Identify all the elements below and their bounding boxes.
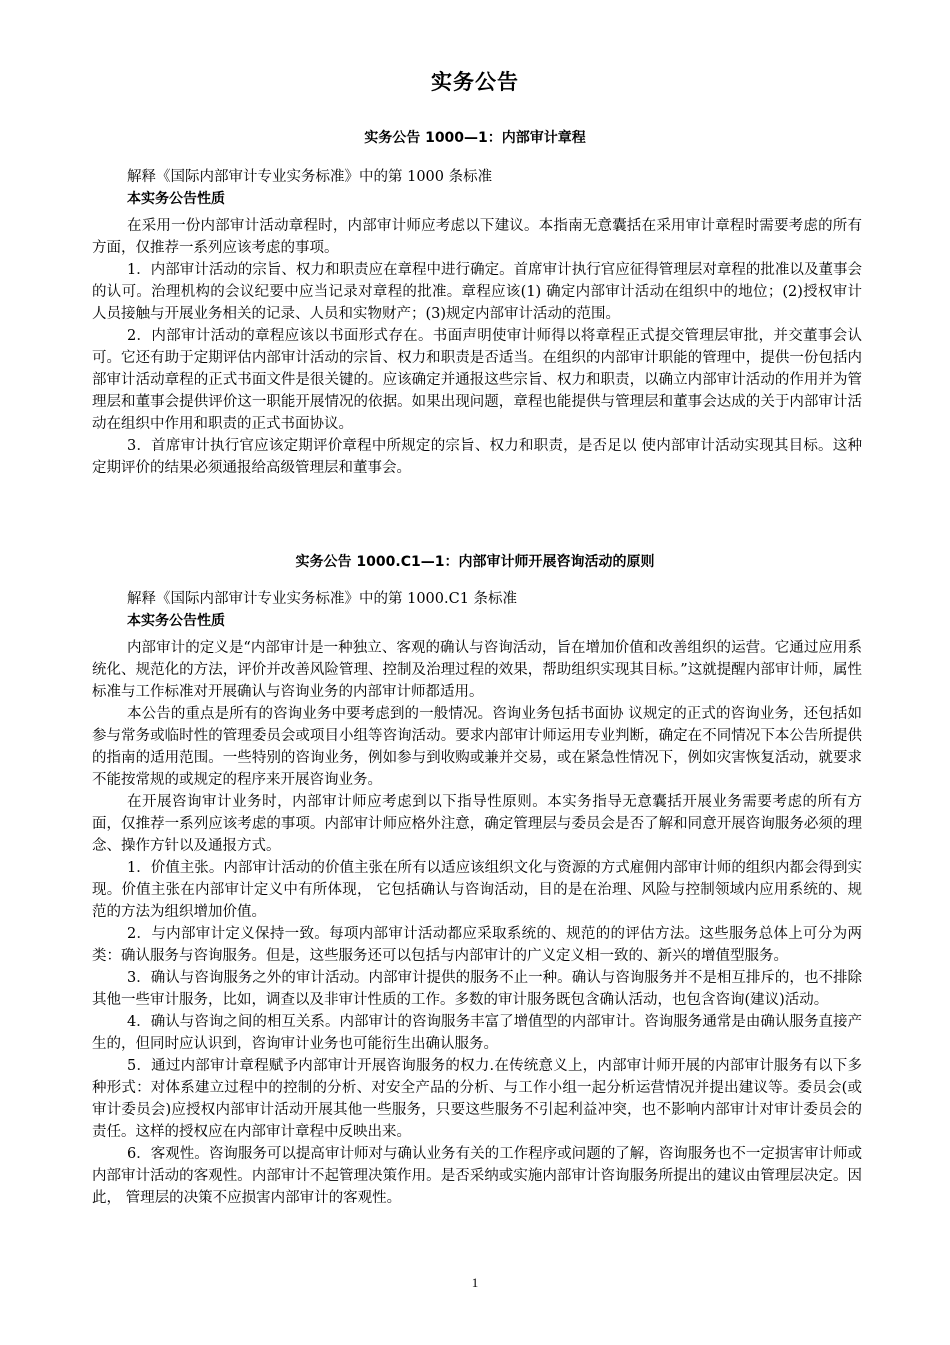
section-1-paragraph: 3．首席审计执行官应该定期评价章程中所规定的宗旨、权力和职责，是否足以 使内部审计活动实现其目标。这种定期评价的结果必须通报给高级管理层和董事会。 [92,438,862,476]
section-2-paragraph: 2．与内部审计定义保持一致。每项内部审计活动都应采取系统的、规范的的评估方法。这些服务总体上可分为两类：确认服务与咨询服务。但是，这些服务还可以包括与内部审计的广义定义相一致的、新兴的增值型服务。 [92,926,862,964]
section-2-title: 实务公告 1000.C1—1：内部审计师开展咨询活动的原则 [295,554,655,570]
section-2-paragraph: 3．确认与咨询服务之外的审计活动。内部审计提供的服务不止一种。确认与咨询服务并不是相互排斥的，也不排除其他一些审计服务，比如，调查以及非审计性质的工作。多数的审计服务既包含确认活动，也包含咨询(建议)活动。 [92,970,862,1008]
section-1-nature-heading: 本实务公告性质 [127,191,225,207]
section-2-paragraph: 内部审计的定义是“内部审计是一种独立、客观的确认与咨询活动，旨在增加价值和改善组织的运营。它通过应用系统化、规范化的方法，评价并改善风险管理、控制及治理过程的效果，帮助组织实现其目标。”这就提醒内部审计师，属性标准与工作标准对开展确认与咨询业务的内部审计师都适用。 [92,640,862,700]
section-1-title: 实务公告 1000—1：内部审计章程 [364,130,586,146]
section-2-nature-heading: 本实务公告性质 [127,613,225,629]
section-2-paragraph: 1．价值主张。内部审计活动的价值主张在所有以适应该组织文化与资源的方式雇佣内部审计师的组织内都会得到实现。价值主张在内部审计定义中有所体现， 它包括确认与咨询活动，目的是在治理、风险与控制领域内应用系统的、规范的方法为组织增加价值。 [92,860,862,920]
section-1-paragraph: 在采用一份内部审计活动章程时，内部审计师应考虑以下建议。本指南无意囊括在采用审计章程时需要考虑的所有方面，仅推荐一系列应该考虑的事项。 [92,218,862,256]
section-2-paragraph: 5．通过内部审计章程赋予内部审计开展咨询服务的权力.在传统意义上，内部审计师开展的内部审计服务有以下多种形式：对体系建立过程中的控制的分析、对安全产品的分析、与工作小组一起分析运营情况并提出建议等。委员会(或审计委员会)应授权内部审计活动开展其他一些服务，只要这些服务不引起利益冲突，也不影响内部审计对审计委员会的责任。这样的授权应在内部审计章程中反映出来。 [92,1058,862,1140]
section-2-paragraph: 本公告的重点是所有的咨询业务中要考虑到的一般情况。咨询业务包括书面协 议规定的正式的咨询业务，还包括如参与常务或临时性的管理委员会或项目小组等咨询活动。要求内部审计师运用专业判断，确定在不同情况下本公告所提供的指南的适用范围。一些特别的咨询业务，例如参与到收购或兼并交易，或在紧急性情况下，例如灾害恢复活动，就要求不能按常规的或规定的程序来开展咨询业务。 [92,706,862,788]
section-1-paragraph: 1．内部审计活动的宗旨、权力和职责应在章程中进行确定。首席审计执行官应征得管理层对章程的批准以及董事会的认可。治理机构的会议纪要中应当记录对章程的批准。章程应该(1) 确定内部审计活动在组织中的地位；(2)授权审计人员接触与开展业务相关的记录、人员和实物财产；(3)规定内部审计活动的范围。 [92,262,862,322]
section-1-body [92,166,862,479]
section-2-reference: 解释《国际内部审计专业实务标准》中的第 1000.C1 条标准 [127,591,518,607]
section-2-paragraph: 4．确认与咨询之间的相互关系。内部审计的咨询服务丰富了增值型的内部审计。咨询服务通常是由确认服务直接产生的，但同时应认识到，咨询审计业务也可能衍生出确认服务。 [92,1014,862,1052]
section-2-body [92,588,862,1209]
section-1-reference: 解释《国际内部审计专业实务标准》中的第 1000 条标准 [127,169,493,185]
section-2-paragraph: 在开展咨询审计业务时，内部审计师应考虑到以下指导性原则。本实务指导无意囊括开展业务需要考虑的所有方面，仅推荐一系列应该考虑的事项。内部审计师应格外注意，确定管理层与委员会是否了解和同意开展咨询服务必须的理念、操作方针以及通报方式。 [92,794,862,854]
page-number: 1 [471,1275,479,1290]
section-2-paragraph: 6．客观性。咨询服务可以提高审计师对与确认业务有关的工作程序或问题的了解，咨询服务也不一定损害审计师或内部审计活动的客观性。内部审计不起管理决策作用。是否采纳或实施内部审计咨询服务所提出的建议由管理层决定。因此， 管理层的决策不应损害内部审计的客观性。 [92,1146,862,1206]
document-title: 实务公告 [431,70,519,94]
section-1-paragraph: 2．内部审计活动的章程应该以书面形式存在。书面声明使审计师得以将章程正式提交管理层审批，并交董事会认可。它还有助于定期评估内部审计活动的宗旨、权力和职责是否适当。在组织的内部审计职能的管理中，提供一份包括内部审计活动章程的正式书面文件是很关键的。应该确定并通报这些宗旨、权力和职责，以确立内部审计活动的作用并为管理层和董事会提供评价这一职能开展情况的依据。如果出现问题，章程也能提供与管理层和董事会达成的关于内部审计活动在组织中作用和职责的正式书面协议。 [92,328,862,432]
